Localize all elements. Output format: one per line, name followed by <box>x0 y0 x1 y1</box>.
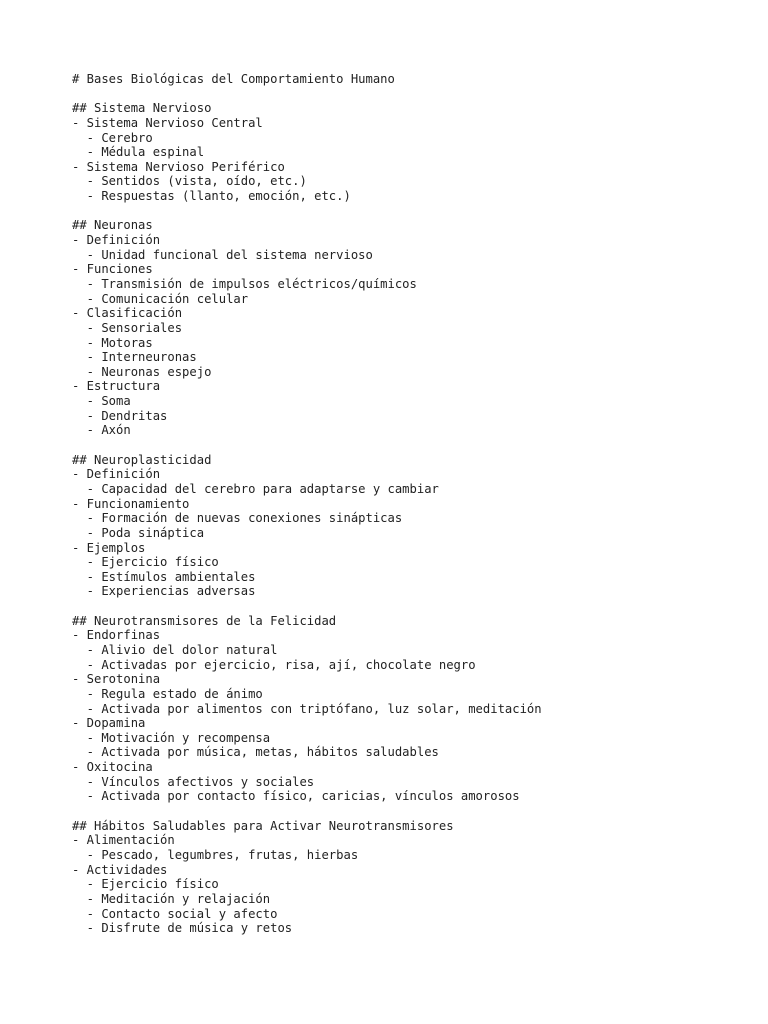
document-title: # Bases Biológicas del Comportamiento Humano <box>72 72 395 86</box>
list-item: - Clasificación <box>72 306 183 321</box>
sub-list-item: - Ejercicio físico <box>72 877 219 892</box>
list-item: - Estructura <box>72 379 161 394</box>
list-item: - Alimentación <box>72 833 175 848</box>
sub-list-item: - Disfrute de música y retos <box>72 921 293 936</box>
document-body <box>72 72 712 936</box>
blank-line <box>72 438 712 453</box>
list-item: - Funcionamiento <box>72 496 190 511</box>
list-item: - Ejemplos <box>72 540 146 555</box>
sub-list-item: - Dendritas <box>72 408 168 423</box>
section-heading: ## Neuronas <box>72 218 153 233</box>
sub-list-item: - Activadas por ejercicio, risa, ají, chocolate negro <box>72 657 476 672</box>
list-item: - Definición <box>72 233 161 248</box>
list-item: - Oxitocina <box>72 760 153 775</box>
sub-list-item: - Médula espinal <box>72 145 205 160</box>
sub-list-item: - Motivación y recompensa <box>72 730 271 745</box>
section-heading: ## Hábitos Saludables para Activar Neurotransmisores <box>72 818 454 833</box>
blank-line <box>72 804 712 819</box>
section-heading: ## Neuroplasticidad <box>72 452 212 467</box>
blank-line <box>72 204 712 219</box>
sub-list-item: - Alivio del dolor natural <box>72 642 278 657</box>
sub-list-item: - Ejercicio físico <box>72 555 219 570</box>
list-item: - Sistema Nervioso Central <box>72 115 263 130</box>
sub-list-item: - Regula estado de ánimo <box>72 686 263 701</box>
list-item: - Serotonina <box>72 672 161 687</box>
sub-list-item: - Axón <box>72 423 131 438</box>
sub-list-item: - Sentidos (vista, oído, etc.) <box>72 174 307 189</box>
sub-list-item: - Respuestas (llanto, emoción, etc.) <box>72 189 351 204</box>
sub-list-item: - Poda sináptica <box>72 525 205 540</box>
section-heading: ## Neurotransmisores de la Felicidad <box>72 613 337 628</box>
sub-list-item: - Pescado, legumbres, frutas, hierbas <box>72 847 359 862</box>
sub-list-item: - Meditación y relajación <box>72 891 271 906</box>
sub-list-item: - Vínculos afectivos y sociales <box>72 774 315 789</box>
sub-list-item: - Activada por música, metas, hábitos saludables <box>72 745 439 760</box>
blank-line <box>72 599 712 614</box>
blank-line <box>72 87 712 102</box>
sub-list-item: - Sensoriales <box>72 320 183 335</box>
sub-list-item: - Interneuronas <box>72 350 197 365</box>
sub-list-item: - Cerebro <box>72 130 153 145</box>
sub-list-item: - Motoras <box>72 335 153 350</box>
list-item: - Actividades <box>72 862 168 877</box>
sub-list-item: - Neuronas espejo <box>72 364 212 379</box>
sub-list-item: - Activada por alimentos con triptófano, luz solar, meditación <box>72 701 542 716</box>
list-item: - Funciones <box>72 262 153 277</box>
sub-list-item: - Contacto social y afecto <box>72 906 278 921</box>
sub-list-item: - Experiencias adversas <box>72 584 256 599</box>
section-heading: ## Sistema Nervioso <box>72 101 212 116</box>
sub-list-item: - Transmisión de impulsos eléctricos/químicos <box>72 276 417 291</box>
sub-list-item: - Comunicación celular <box>72 291 249 306</box>
sub-list-item: - Estímulos ambientales <box>72 569 256 584</box>
sub-list-item: - Capacidad del cerebro para adaptarse y cambiar <box>72 481 439 496</box>
sub-list-item: - Formación de nuevas conexiones sinápticas <box>72 511 403 526</box>
list-item: - Sistema Nervioso Periférico <box>72 159 285 174</box>
list-item: - Endorfinas <box>72 628 161 643</box>
sub-list-item: - Soma <box>72 394 131 409</box>
sub-list-item: - Activada por contacto físico, caricias, vínculos amorosos <box>72 789 520 804</box>
sub-list-item: - Unidad funcional del sistema nervioso <box>72 247 373 262</box>
list-item: - Dopamina <box>72 716 146 731</box>
list-item: - Definición <box>72 467 161 482</box>
